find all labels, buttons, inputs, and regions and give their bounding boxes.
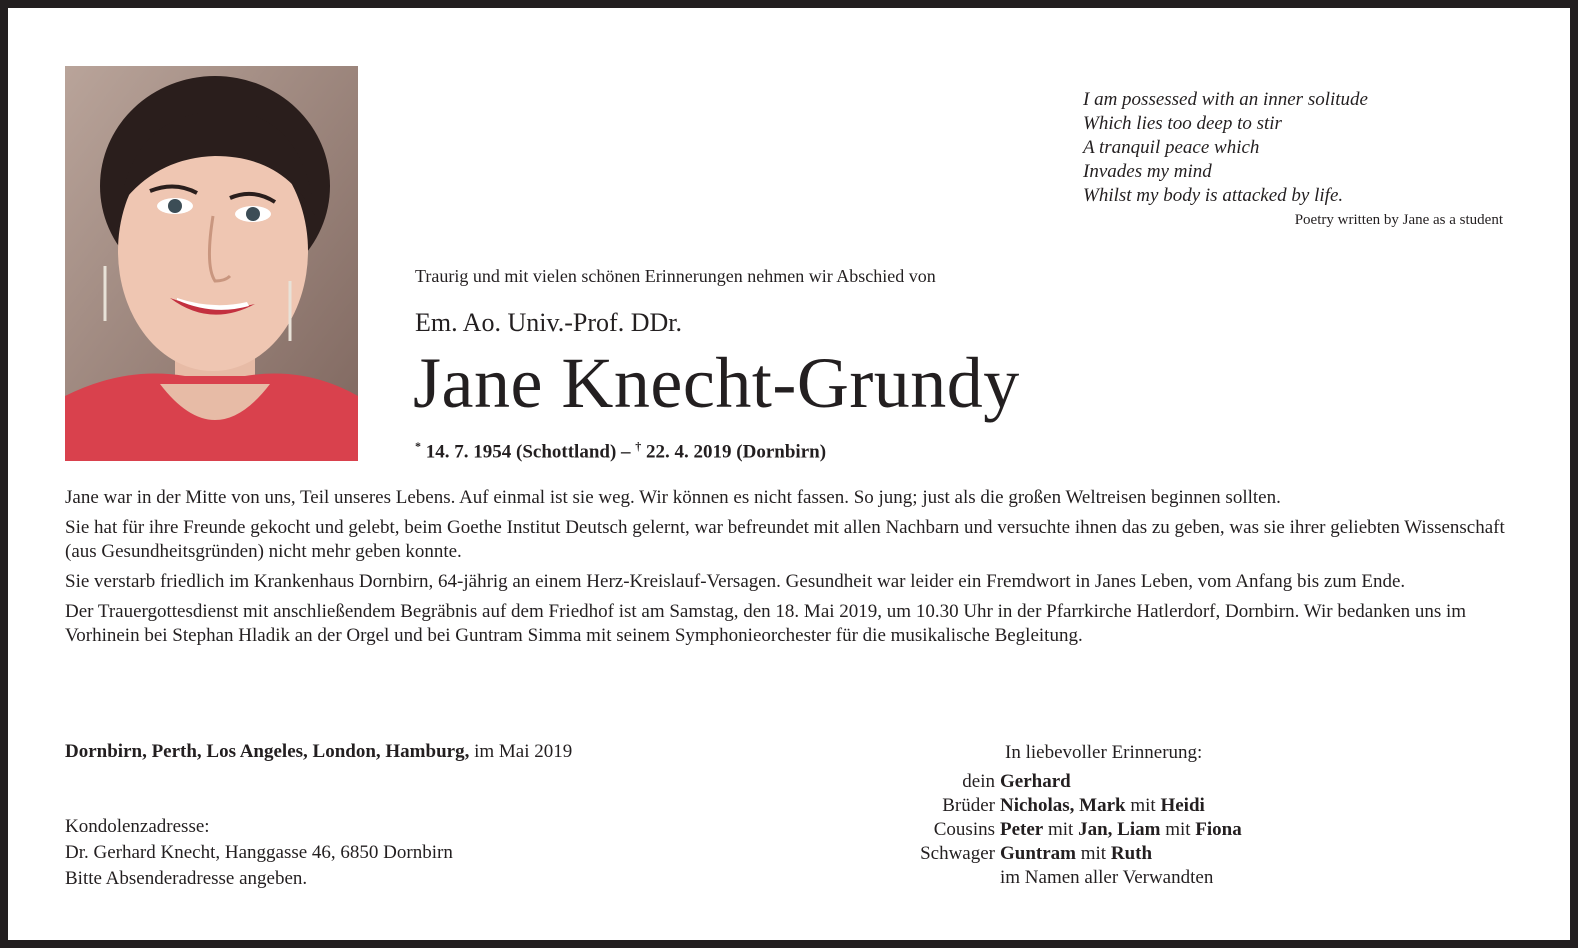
family-name: Gerhard [1000, 771, 1071, 792]
family-row [860, 794, 1242, 818]
condolence-note: Bitte Absenderadresse angeben. [65, 868, 308, 889]
death-date: 22. 4. 2019 (Dornbirn) [646, 441, 827, 463]
family-names [1000, 842, 1152, 866]
family-names [1000, 818, 1242, 842]
family-row [860, 842, 1242, 866]
family-relation: Cousins [933, 819, 995, 840]
portrait-illustration [65, 66, 358, 461]
body-paragraph: Jane war in der Mitte von uns, Teil unseres Lebens. Auf einmal ist sie weg. Wir können es nicht fassen. So jung; just als die großen Weltreisen beginnen sollten. [65, 487, 1281, 508]
family-names [1000, 794, 1205, 818]
family-relation [860, 866, 1000, 890]
intro-text: Traurig und mit vielen schönen Erinnerungen nehmen wir Abschied von [415, 266, 936, 286]
family-relation: dein [962, 771, 995, 792]
family-row [860, 866, 1242, 890]
family-name: Nicholas, Mark [1000, 795, 1126, 816]
family-name: Guntram [1000, 843, 1076, 864]
condolence-address: Dr. Gerhard Knecht, Hanggasse 46, 6850 Dornbirn [65, 842, 453, 863]
death-symbol: † [635, 439, 642, 453]
family-connector: mit [1125, 795, 1161, 816]
life-dates [415, 439, 826, 463]
family-connector: mit [1160, 819, 1196, 840]
body-paragraph: Sie verstarb friedlich im Krankenhaus Dornbirn, 64-jährig an einem Herz-Kreislauf-Versagen. Gesundheit war leider ein Fremdwort in Janes Leben, vom Anfang bis zum Ende. [65, 571, 1406, 592]
places-line [65, 741, 572, 763]
poem-line: Invades my mind [1083, 161, 1212, 182]
family-relation: Schwager [920, 843, 995, 864]
condolence-block [65, 814, 453, 892]
poem-line: A tranquil peace which [1083, 137, 1260, 158]
memory-heading: In liebevoller Erinnerung: [1005, 742, 1203, 763]
family-name: Heidi [1160, 795, 1205, 816]
birth-symbol: * [415, 439, 421, 453]
deceased-name: Jane Knecht-Grundy [413, 343, 1020, 423]
family-row [860, 770, 1242, 794]
places-cities: Dornbirn, Perth, Los Angeles, London, Hamburg, [65, 741, 470, 762]
academic-title: Em. Ao. Univ.-Prof. DDr. [415, 308, 682, 337]
family-names [1000, 866, 1213, 890]
family-connector: mit [1043, 819, 1079, 840]
family-closing: im Namen aller Verwandten [1000, 867, 1214, 888]
family-name: Ruth [1110, 843, 1153, 864]
poem-credit: Poetry written by Jane as a student [1294, 212, 1503, 228]
poem [1083, 88, 1503, 208]
body-paragraph: Sie hat für ihre Freunde gekocht und gelebt, beim Goethe Institut Deutsch gelernt, war befreundet mit allen Nachbarn und versuchte ihnen das zu geben, was sie ihrer geliebten Wissenschaft (aus Gesundheitsgründen) nicht mehr geben konnte. [65, 517, 1505, 562]
places-date: im Mai 2019 [474, 741, 573, 762]
date-separator: – [621, 441, 631, 463]
birth-date: 14. 7. 1954 (Schottland) [425, 441, 617, 463]
family-connector: mit [1076, 843, 1111, 864]
family-list [860, 770, 1242, 890]
family-name: Jan, Liam [1078, 819, 1161, 840]
poem-line: Whilst my body is attacked by life. [1083, 185, 1344, 206]
family-row [860, 818, 1242, 842]
body-paragraph: Der Trauergottesdienst mit anschließendem Begräbnis auf dem Friedhof ist am Samstag, den 18. Mai 2019, um 10.30 Uhr in der Pfarrkirche Hatlerdorf, Dornbirn. Wir bedanken uns im Vorhinein bei Stephan Hladik an der Orgel und bei Guntram Simma mit seinem Symphonieorchester für die musikalische Begleitung. [65, 601, 1467, 646]
family-name: Fiona [1195, 819, 1242, 840]
obituary-body [65, 486, 1505, 654]
portrait-photo [65, 66, 358, 461]
poem-line: Which lies too deep to stir [1083, 113, 1282, 134]
family-names [1000, 770, 1071, 794]
family-relation: Brüder [942, 795, 995, 816]
condolence-label: Kondolenzadresse: [65, 816, 210, 837]
family-name: Peter [1000, 819, 1044, 840]
poem-line: I am possessed with an inner solitude [1083, 89, 1368, 110]
